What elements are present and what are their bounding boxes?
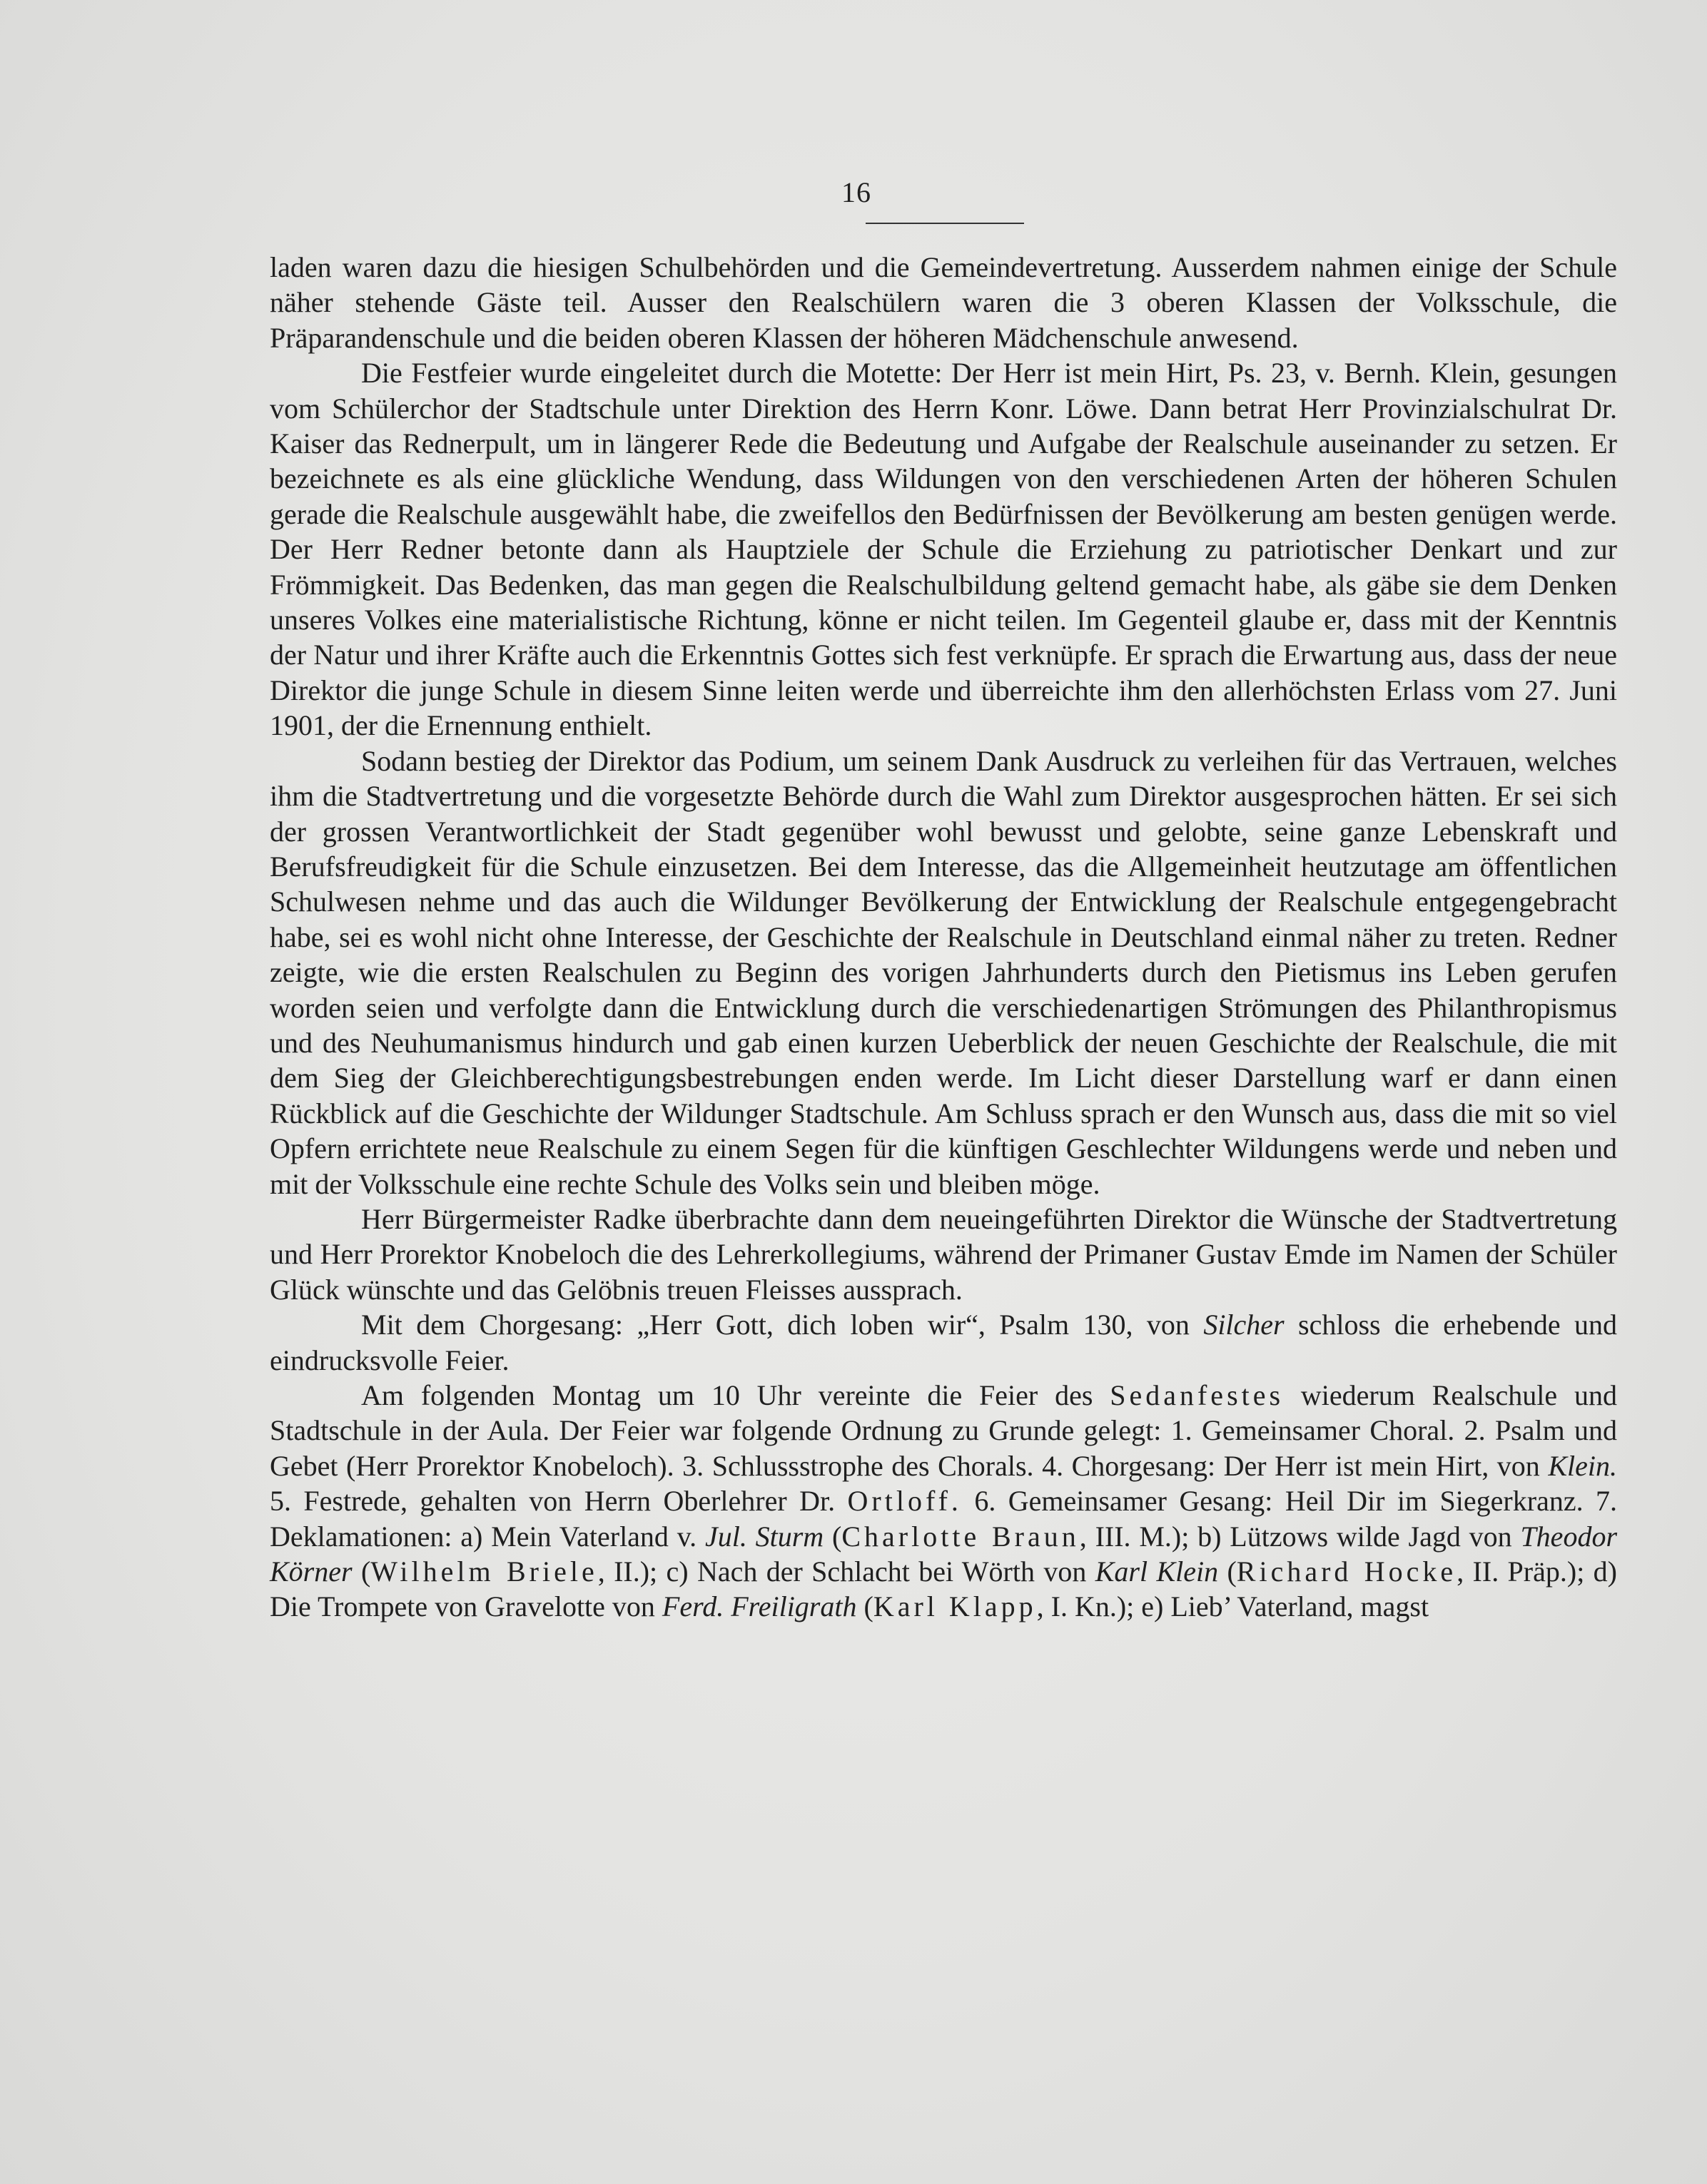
paragraph-6-part-c: wiederum Realschule und Stadtschule in der Aula. Der Feier war folgende Ordnung zu Grunde gelegt: 1. Gemeinsamer Choral. 2. Psalm und Gebet (Herr Prorektor Knobeloch). 3. Schlussstrophe des Chorals. 4. Chorgesang: Der Herr ist mein Hirt, von <box>270 1379 1617 1482</box>
paragraph-3: Sodann bestieg der Direktor das Podium, um seinem Dank Ausdruck zu verleihen für das Vertrauen, welches ihm die Stadtvertretung und die vorgesetzte Behörde durch die Wahl zum Direktor ausgesprochen hätten. Er sei sich der grossen Verantwortlichkeit der Stadt gegenüber wohl bewusst und gelobte, seine ganze Lebenskraft und Berufsfreudigkeit für die Schule einzusetzen. Bei dem Interesse, das die Allgemeinheit heutzutage am öffentlichen Schulwesen nehme und das auch die Wildunger Bevölkerung der Entwicklung der Realschule entgegengebracht habe, sei es wohl nicht ohne Interesse, der Geschichte der Realschule in Deutschland einmal näher zu treten. Redner zeigte, wie die ersten Realschulen zu Beginn des vorigen Jahrhunderts durch den Pietismus ins Leben gerufen worden seien und verfolgte dann die Entwicklung durch die verschiedenartigen Strömungen des Philanthropismus und des Neuhumanismus hindurch und gab einen kurzen Ueberblick der neuen Geschichte der Realschule, die mit dem Sieg der Gleichberechtigungsbestrebungen enden werde. Im Licht dieser Darstellung warf er dann einen Rückblick auf die Geschichte der Wildunger Stadtschule. Am Schluss sprach er den Wunsch aus, dass die mit so viel Opfern errichtete neue Realschule zu einem Segen für die künftigen Geschlechter Wildungens werde und neben und mit der Volksschule eine rechte Schule des Volks sein und bleiben möge. <box>270 744 1617 1200</box>
paragraph-5-part-a: Mit dem Chorgesang: „Herr Gott, dich loben wir“, Psalm 130, von <box>361 1309 1204 1341</box>
paragraph-6-part-g: 6. Gemeinsamer Gesang: Heil Dir im Siegerkranz. 7. Deklamationen: a) Mein Vaterland v. <box>270 1485 1618 1553</box>
paragraph-4: Herr Bürgermeister Radke überbrachte dann dem neueingeführten Direktor die Wünsche der Stadtvertretung und Herr Prorektor Knobeloch die des Lehrerkollegiums, während der Primaner Gustav Emde im Namen der Schüler Glück wünschte und das Gelöbnis treuen Fleisses aussprach. <box>270 1202 1617 1306</box>
student-richard-hocke: Richard Hocke <box>1236 1555 1457 1588</box>
sedanfest-term: Sedanfestes <box>1110 1379 1285 1411</box>
paragraph-6-part-i: ( <box>824 1520 842 1553</box>
header-rule <box>866 223 1024 224</box>
paragraph-6-part-s: , II. Präp.); d) Die Trompete von Gravelotte von <box>270 1555 1617 1623</box>
paragraph-6-part-w: , I. Kn.); e) Lieb’ Vaterland, magst <box>1036 1590 1429 1623</box>
speaker-ortloff: Ortloff. <box>847 1485 962 1518</box>
paragraph-6 <box>270 1378 1617 1625</box>
paragraph-5-part-c: schloss die erhebende und eindrucksvolle Feier. <box>270 1309 1618 1376</box>
composer-klein: Klein. <box>1548 1449 1617 1482</box>
paragraph-6-part-e: 5. Festrede, gehalten von Herrn Oberlehrer Dr. <box>270 1485 848 1518</box>
paragraph-6-part-q: ( <box>1218 1555 1237 1588</box>
student-wilhelm-briele: Wilhelm Briele <box>370 1555 598 1588</box>
student-charlotte-braun: Charlotte Braun <box>841 1520 1080 1553</box>
paragraph-6-part-m: ( <box>352 1555 371 1588</box>
paragraph-5 <box>270 1307 1617 1378</box>
paragraph-6-part-o: , II.); c) Nach der Schlacht bei Wörth von <box>597 1555 1095 1588</box>
paragraph-6-part-k: , III. M.); b) Lützows wilde Jagd von <box>1079 1520 1521 1553</box>
author-jul-sturm: Jul. Sturm <box>704 1520 824 1553</box>
composer-silcher: Silcher <box>1203 1309 1285 1341</box>
paragraph-6-part-a: Am folgenden Montag um 10 Uhr vereinte die Feier des <box>361 1379 1110 1411</box>
paragraph-2: Die Festfeier wurde eingeleitet durch die Motette: Der Herr ist mein Hirt, Ps. 23, v. Bernh. Klein, gesungen vom Schülerchor der Stadtschule unter Direktion des Herrn Konr. Löwe. Dann betrat Herr Provinzialschulrat Dr. Kaiser das Rednerpult, um in längerer Rede die Bedeutung und Aufgabe der Realschule auseinander zu setzen. Er bezeichnete es als eine glückliche Wendung, dass Wildungen von den verschiedenen Arten der höheren Schulen gerade die Realschule ausgewählt habe, die zweifellos den Bedürfnissen der Bevölkerung am besten genügen werde. Der Herr Redner betonte dann als Hauptziele der Schule die Erziehung zu patriotischer Denkart und zur Frömmigkeit. Das Bedenken, das man gegen die Realschulbildung geltend gemacht habe, als gäbe sie dem Denken unseres Volkes eine materialistische Richtung, könne er nicht teilen. Im Gegenteil glaube er, dass mit der Kenntnis der Natur und ihrer Kräfte auch die Erkenntnis Gottes sich fest verknüpfe. Er sprach die Erwartung aus, dass der neue Direktor die junge Schule in diesem Sinne leiten werde und überreichte ihm den allerhöchsten Erlass vom 27. Juni 1901, der die Ernennung enthielt. <box>270 357 1617 742</box>
paragraph-6-part-u: ( <box>856 1590 873 1623</box>
author-theodor-koerner: Theodor Körner <box>270 1520 1618 1588</box>
author-karl-klein: Karl Klein <box>1095 1555 1219 1588</box>
body-text <box>270 250 1617 1625</box>
student-karl-klapp: Karl Klapp <box>873 1590 1037 1623</box>
paragraph-1: laden waren dazu die hiesigen Schulbehörden und die Gemeindevertretung. Ausserdem nahmen einige der Schule näher stehende Gäste teil. Ausser den Realschülern waren die 3 oberen Klassen der Volksschule, die Präparandenschule und die beiden oberen Klassen der höheren Mädchenschule anwesend. <box>270 251 1617 354</box>
page-number: 16 <box>841 176 871 208</box>
author-ferd-freiligrath: Ferd. Freiligrath <box>662 1590 857 1623</box>
